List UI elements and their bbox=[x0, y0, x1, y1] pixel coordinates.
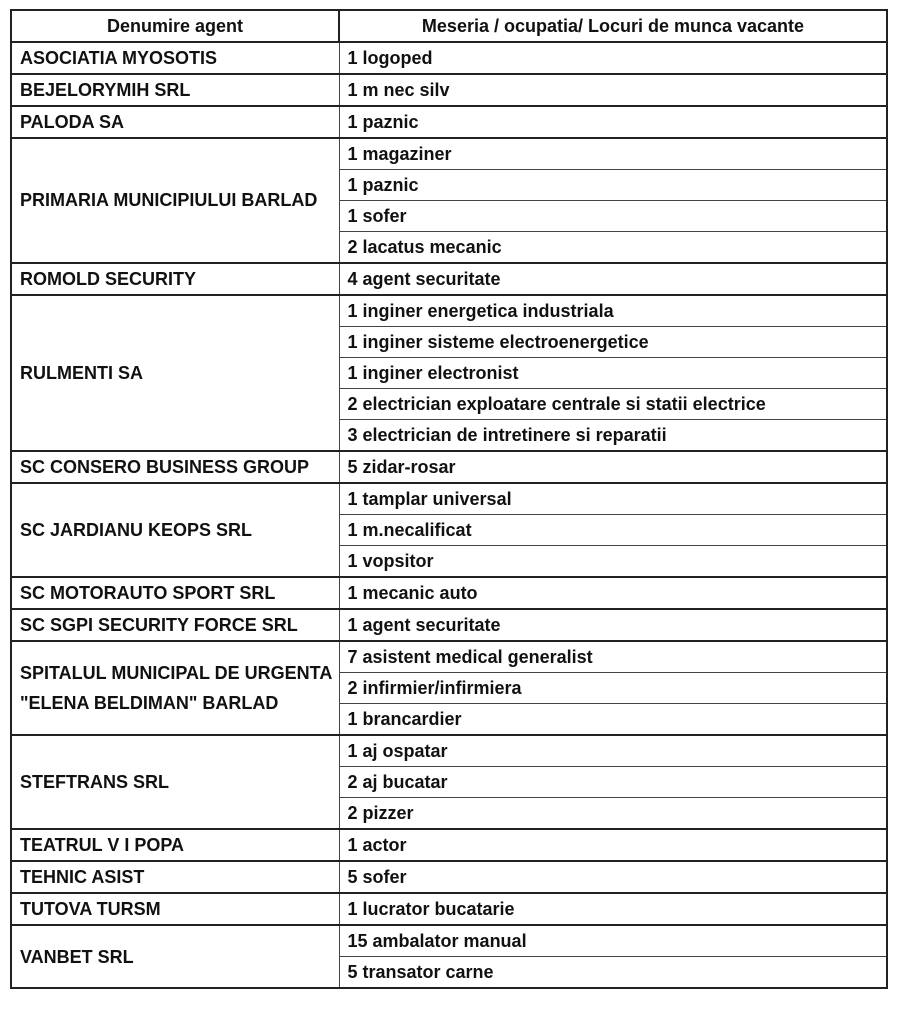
agent-name-cell: TEATRUL V I POPA bbox=[11, 829, 339, 861]
job-cell: 2 aj bucatar bbox=[339, 767, 887, 798]
job-cell: 1 aj ospatar bbox=[339, 735, 887, 767]
header-agent: Denumire agent bbox=[11, 10, 339, 42]
table-row bbox=[11, 74, 887, 106]
table-row bbox=[11, 577, 887, 609]
table-row bbox=[11, 263, 887, 295]
job-cell: 5 zidar-rosar bbox=[339, 451, 887, 483]
job-cell: 1 actor bbox=[339, 829, 887, 861]
job-cell: 1 lucrator bucatarie bbox=[339, 893, 887, 925]
agent-name-cell: SC SGPI SECURITY FORCE SRL bbox=[11, 609, 339, 641]
agent-name-cell: ROMOLD SECURITY bbox=[11, 263, 339, 295]
table-body bbox=[11, 42, 887, 988]
table-row bbox=[11, 609, 887, 641]
header-row bbox=[11, 10, 887, 42]
job-cell: 1 paznic bbox=[339, 170, 887, 201]
job-cell: 1 agent securitate bbox=[339, 609, 887, 641]
vacancies-table bbox=[10, 9, 888, 989]
job-cell: 4 agent securitate bbox=[339, 263, 887, 295]
table-row bbox=[11, 735, 887, 767]
table-row bbox=[11, 138, 887, 170]
job-cell: 1 m nec silv bbox=[339, 74, 887, 106]
table-row bbox=[11, 483, 887, 515]
job-cell: 2 electrician exploatare centrale si statii electrice bbox=[339, 389, 887, 420]
job-cell: 1 vopsitor bbox=[339, 546, 887, 578]
agent-name-cell: PALODA SA bbox=[11, 106, 339, 138]
table-row bbox=[11, 295, 887, 327]
job-cell: 1 mecanic auto bbox=[339, 577, 887, 609]
table-row bbox=[11, 451, 887, 483]
agent-name-cell: SPITALUL MUNICIPAL DE URGENTA "ELENA BELDIMAN" BARLAD bbox=[11, 641, 339, 735]
job-cell: 1 brancardier bbox=[339, 704, 887, 736]
job-cell: 5 transator carne bbox=[339, 957, 887, 989]
job-cell: 1 inginer energetica industriala bbox=[339, 295, 887, 327]
table-row bbox=[11, 106, 887, 138]
agent-name-cell: SC JARDIANU KEOPS SRL bbox=[11, 483, 339, 577]
job-cell: 1 sofer bbox=[339, 201, 887, 232]
agent-name-cell: TUTOVA TURSM bbox=[11, 893, 339, 925]
job-cell: 1 paznic bbox=[339, 106, 887, 138]
header-jobs: Meseria / ocupatia/ Locuri de munca vacante bbox=[339, 10, 887, 42]
job-cell: 7 asistent medical generalist bbox=[339, 641, 887, 673]
job-cell: 1 m.necalificat bbox=[339, 515, 887, 546]
job-cell: 1 inginer sisteme electroenergetice bbox=[339, 327, 887, 358]
agent-name-cell: TEHNIC ASIST bbox=[11, 861, 339, 893]
table-row bbox=[11, 42, 887, 74]
table-row bbox=[11, 829, 887, 861]
job-cell: 1 tamplar universal bbox=[339, 483, 887, 515]
table-row bbox=[11, 893, 887, 925]
agent-name-cell: SC CONSERO BUSINESS GROUP bbox=[11, 451, 339, 483]
agent-name-cell: PRIMARIA MUNICIPIULUI BARLAD bbox=[11, 138, 339, 263]
job-cell: 1 magaziner bbox=[339, 138, 887, 170]
job-cell: 2 lacatus mecanic bbox=[339, 232, 887, 264]
table-row bbox=[11, 861, 887, 893]
agent-name-cell: RULMENTI SA bbox=[11, 295, 339, 451]
job-cell: 2 infirmier/infirmiera bbox=[339, 673, 887, 704]
job-cell: 5 sofer bbox=[339, 861, 887, 893]
table-row bbox=[11, 641, 887, 673]
job-cell: 15 ambalator manual bbox=[339, 925, 887, 957]
agent-name-cell: BEJELORYMIH SRL bbox=[11, 74, 339, 106]
agent-name-cell: VANBET SRL bbox=[11, 925, 339, 988]
job-cell: 3 electrician de intretinere si reparatii bbox=[339, 420, 887, 452]
job-cell: 1 inginer electronist bbox=[339, 358, 887, 389]
agent-name-cell: STEFTRANS SRL bbox=[11, 735, 339, 829]
job-cell: 1 logoped bbox=[339, 42, 887, 74]
table-row bbox=[11, 925, 887, 957]
job-cell: 2 pizzer bbox=[339, 798, 887, 830]
agent-name-cell: SC MOTORAUTO SPORT SRL bbox=[11, 577, 339, 609]
agent-name-cell: ASOCIATIA MYOSOTIS bbox=[11, 42, 339, 74]
